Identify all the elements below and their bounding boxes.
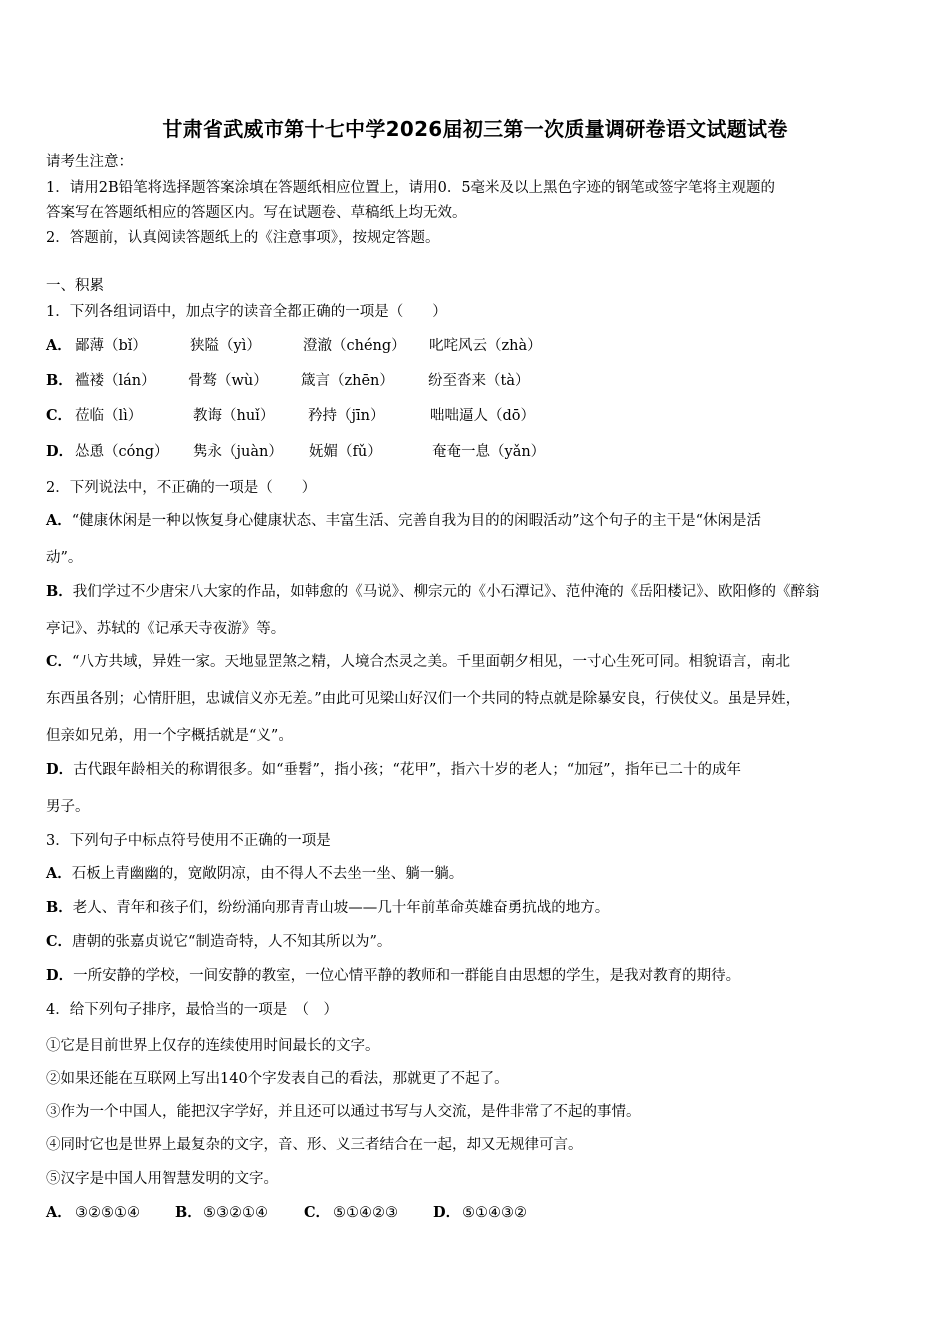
option-item: 澄澈（chéng） <box>303 338 406 354</box>
question-2-option-d-line-2: 男子。 <box>46 799 90 815</box>
question-4-sentence-3: ③作为一个中国人，能把汉字学好，并且还可以通过书写与人交流，是件非常了不起的事情。 <box>46 1104 641 1120</box>
option-label: B． <box>46 583 73 600</box>
option-item: 叱咤风云（zhà） <box>429 338 542 354</box>
question-2-option-a-line-1 <box>46 511 761 531</box>
option-item: 咄咄逼人（dō） <box>430 408 536 424</box>
option-label: C． <box>46 653 73 670</box>
question-4-sentence-2: ②如果还能在互联网上写出140个字发表自己的看法，那就更了不起了。 <box>46 1071 509 1087</box>
option-label: D． <box>46 761 74 778</box>
option-label: A． <box>46 337 72 354</box>
option-label: B． <box>175 1204 202 1221</box>
question-3-option-d <box>46 966 740 986</box>
option-item: 妩媚（fǔ） <box>309 444 382 460</box>
question-2-option-d-line-1 <box>46 760 741 780</box>
option-item: 箴言（zhēn） <box>301 373 394 389</box>
option-text: “健康休闲是一种以恢复身心健康状态、丰富生活、完善自我为目的的闲暇活动”这个句子的主干是“休闲是活 <box>71 513 761 529</box>
question-2-option-c-line-2: 东西虽各别；心情肝胆，忠诚信义亦无差。”由此可见梁山好汉们一个共同的特点就是除暴安良，行侠仗义。虽是异姓， <box>46 691 801 707</box>
option-item: 鄙薄（bǐ） <box>75 338 147 354</box>
question-2-option-c-line-3: 但亲如兄弟，用一个字概括就是“义”。 <box>46 728 293 744</box>
option-label: D． <box>46 443 74 460</box>
option-text: 唐朝的张嘉贞说它“制造奇特，人不知其所以为”。 <box>72 934 392 950</box>
question-3-option-a <box>46 864 463 884</box>
question-3-option-b <box>46 898 609 918</box>
option-text: ⑤①④②③ <box>333 1205 398 1221</box>
notice-heading: 请考生注意： <box>46 154 133 170</box>
option-item: 莅临（lì） <box>75 408 143 424</box>
option-text: “八方共域，异姓一家。天地显罡煞之精，人境合杰灵之美。千里面朝夕相见，一寸心生死可同。相貌语言，南北 <box>72 654 790 670</box>
question-2-option-b-line-1 <box>46 582 820 602</box>
option-label: D． <box>433 1204 461 1221</box>
option-label: D． <box>46 967 74 984</box>
option-label: B． <box>46 372 73 389</box>
option-label: C． <box>304 1204 331 1221</box>
question-4-sentence-1: ①它是目前世界上仅存的连续使用时间最长的文字。 <box>46 1038 380 1054</box>
option-text: 我们学过不少唐宋八大家的作品，如韩愈的《马说》、柳宗元的《小石潭记》、范仲淹的《岳阳楼记》、欧阳修的《醉翁 <box>72 584 820 600</box>
option-item: 骨骜（wù） <box>188 373 268 389</box>
option-item: 教诲（huǐ） <box>193 408 275 424</box>
option-item: 怂恿（cóng） <box>75 444 169 460</box>
question-2-option-c-line-1 <box>46 652 790 672</box>
question-2-option-a-line-2: 动”。 <box>46 550 83 566</box>
exam-title: 甘肃省武威市第十七中学2026届初三第一次质量调研卷语文试题试卷 <box>162 117 788 141</box>
option-label: A． <box>46 512 72 529</box>
option-item: 奄奄一息（yǎn） <box>432 444 546 460</box>
question-3-stem: 3．下列句子中标点符号使用不正确的一项是 <box>46 833 331 849</box>
option-item: 狭隘（yì） <box>190 338 261 354</box>
option-text: 石板上青幽幽的，宽敞阴凉，由不得人不去坐一坐、躺一躺。 <box>71 866 464 882</box>
option-text: 古代跟年龄相关的称谓很多。如“垂髫”，指小孩；“花甲”，指六十岁的老人；“加冠”，指年已二十的成年 <box>73 762 742 778</box>
option-item: 隽永（juàn） <box>193 444 283 460</box>
question-2-option-b-line-2: 亭记》、苏轼的《记承天寺夜游》等。 <box>46 621 286 637</box>
question-4-sentence-4: ④同时它也是世界上最复杂的文字，音、形、义三者结合在一起，却又无规律可言。 <box>46 1137 583 1153</box>
question-2-stem: 2．下列说法中，不正确的一项是（ ） <box>46 480 317 496</box>
section-heading: 一、积累 <box>46 278 104 294</box>
option-text: 一所安静的学校，一间安静的教室，一位心情平静的教师和一群能自由思想的学生，是我对教育的期待。 <box>73 968 741 984</box>
question-3-option-c <box>46 932 391 952</box>
option-text: 老人、青年和孩子们，纷纷涌向那青青山坡——几十年前革命英雄奋勇抗战的地方。 <box>72 900 610 916</box>
option-text: ⑤①④③② <box>462 1205 527 1221</box>
option-label: C． <box>46 933 73 950</box>
notice-item-1-line-2: 答案写在答题纸相应的答题区内。写在试题卷、草稿纸上均无效。 <box>46 205 467 221</box>
question-1-stem: 1．下列各组词语中，加点字的读音全都正确的一项是（ ） <box>46 304 447 320</box>
option-item: 纷至沓来（tà） <box>428 373 530 389</box>
option-label: B． <box>46 899 73 916</box>
question-4-sentence-5: ⑤汉字是中国人用智慧发明的文字。 <box>46 1171 278 1187</box>
notice-item-2: 2．答题前，认真阅读答题纸上的《注意事项》，按规定答题。 <box>46 230 440 246</box>
option-label: C． <box>46 407 73 424</box>
notice-item-1-line-1: 1．请用2B铅笔将选择题答案涂填在答题纸相应位置上，请用0．5毫米及以上黑色字迹的钢笔或签字笔将主观题的 <box>46 180 776 196</box>
question-4-stem: 4．给下列句子排序，最恰当的一项是 （ ） <box>46 1002 338 1018</box>
option-text: ⑤③②①④ <box>203 1205 268 1221</box>
option-item: 矜持（jīn） <box>308 408 385 424</box>
option-label: A． <box>46 865 72 882</box>
option-label: A． <box>46 1204 72 1221</box>
option-item: 褴褛（lán） <box>75 373 156 389</box>
option-text: ③②⑤①④ <box>75 1205 140 1221</box>
